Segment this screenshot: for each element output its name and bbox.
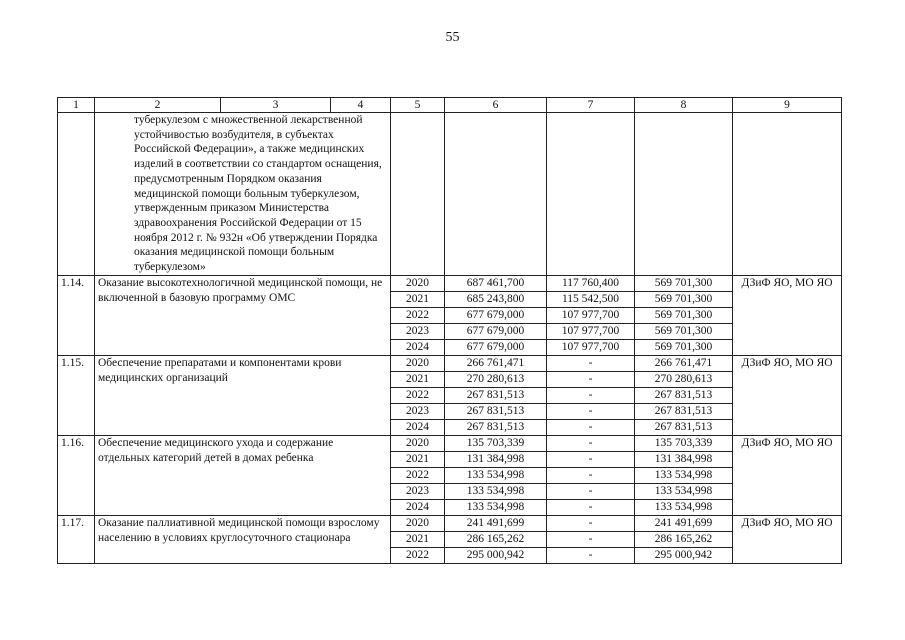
year-cell: 2020 [391,436,445,452]
federal-amount-cell: - [547,356,635,372]
year-cell: 2021 [391,452,445,468]
year-cell: 2024 [391,500,445,516]
total-amount-cell: 687 461,700 [445,276,547,292]
year-cell: 2023 [391,324,445,340]
federal-amount-cell: 115 542,500 [547,292,635,308]
table-row [58,356,842,372]
regional-amount-cell: 286 165,262 [635,532,733,548]
row-description: Оказание высокотехнологичной медицинской помощи, не включенной в базовую программу ОМС [95,276,391,356]
federal-amount-cell: 107 977,700 [547,324,635,340]
page-number: 55 [445,30,460,45]
total-amount-cell: 677 679,000 [445,308,547,324]
responsible-cell: ДЗиФ ЯО, МО ЯО [733,436,842,516]
federal-amount-cell: - [547,468,635,484]
row-description: Обеспечение препаратами и компонентами крови медицинских организаций [95,356,391,436]
responsible-cell: ДЗиФ ЯО, МО ЯО [733,516,842,564]
header-col-3: 3 [221,98,331,113]
table-row [58,276,842,292]
total-amount-cell: 270 280,613 [445,372,547,388]
federal-amount-cell: - [547,532,635,548]
header-col-8: 8 [635,98,733,113]
year-cell: 2022 [391,308,445,324]
federal-amount-cell: - [547,500,635,516]
header-col-9: 9 [733,98,842,113]
continuation-total-cell [445,113,547,276]
continuation-description: туберкулезом с множественной лекарственной устойчивостью возбудителя, в субъектах Российской Федерации», а также медицинских изделий в соответствии со стандартом оснащения, предусмотренным Порядком оказания медицинской помощи больным туберкулезом, утвержденным приказом Министерства здравоохранения Российской Федерации от 15 ноября 2012 г. № 932н «Об утверждении Порядка оказания медицинской помощи больным туберкулезом» [95,113,391,276]
continuation-num-cell [58,113,95,276]
continuation-row [58,113,842,276]
year-cell: 2023 [391,484,445,500]
regional-amount-cell: 569 701,300 [635,276,733,292]
regional-amount-cell: 267 831,513 [635,404,733,420]
year-cell: 2022 [391,548,445,564]
regional-amount-cell: 267 831,513 [635,388,733,404]
federal-amount-cell: - [547,404,635,420]
year-cell: 2024 [391,420,445,436]
regional-amount-cell: 295 000,942 [635,548,733,564]
total-amount-cell: 133 534,998 [445,468,547,484]
federal-amount-cell: - [547,484,635,500]
regional-amount-cell: 135 703,339 [635,436,733,452]
federal-amount-cell: - [547,388,635,404]
year-cell: 2021 [391,372,445,388]
continuation-federal-cell [547,113,635,276]
total-amount-cell: 266 761,471 [445,356,547,372]
federal-amount-cell: - [547,548,635,564]
regional-amount-cell: 270 280,613 [635,372,733,388]
year-cell: 2024 [391,340,445,356]
regional-amount-cell: 131 384,998 [635,452,733,468]
row-description: Оказание паллиативной медицинской помощи взрослому населению в условиях круглосуточного стационара [95,516,391,564]
total-amount-cell: 267 831,513 [445,388,547,404]
year-cell: 2020 [391,516,445,532]
total-amount-cell: 267 831,513 [445,404,547,420]
header-col-4: 4 [331,98,391,113]
header-col-2: 2 [95,98,221,113]
year-cell: 2022 [391,468,445,484]
federal-amount-cell: - [547,420,635,436]
total-amount-cell: 241 491,699 [445,516,547,532]
row-number: 1.17. [58,516,95,564]
total-amount-cell: 131 384,998 [445,452,547,468]
year-cell: 2022 [391,388,445,404]
federal-amount-cell: - [547,372,635,388]
year-cell: 2023 [391,404,445,420]
row-number: 1.14. [58,276,95,356]
continuation-year-cell [391,113,445,276]
regional-amount-cell: 569 701,300 [635,340,733,356]
total-amount-cell: 133 534,998 [445,500,547,516]
total-amount-cell: 267 831,513 [445,420,547,436]
row-number: 1.16. [58,436,95,516]
year-cell: 2021 [391,292,445,308]
regional-amount-cell: 133 534,998 [635,468,733,484]
regional-amount-cell: 267 831,513 [635,420,733,436]
year-cell: 2020 [391,356,445,372]
total-amount-cell: 135 703,339 [445,436,547,452]
federal-amount-cell: - [547,436,635,452]
table-row [58,436,842,452]
regional-amount-cell: 569 701,300 [635,308,733,324]
continuation-regional-cell [635,113,733,276]
header-col-5: 5 [391,98,445,113]
federal-amount-cell: - [547,516,635,532]
federal-amount-cell: 107 977,700 [547,308,635,324]
program-activities-table [57,97,842,564]
regional-amount-cell: 241 491,699 [635,516,733,532]
regional-amount-cell: 569 701,300 [635,324,733,340]
responsible-cell: ДЗиФ ЯО, МО ЯО [733,356,842,436]
responsible-cell: ДЗиФ ЯО, МО ЯО [733,276,842,356]
row-description: Обеспечение медицинского ухода и содержание отдельных категорий детей в домах ребенка [95,436,391,516]
total-amount-cell: 685 243,800 [445,292,547,308]
regional-amount-cell: 133 534,998 [635,500,733,516]
regional-amount-cell: 133 534,998 [635,484,733,500]
total-amount-cell: 295 000,942 [445,548,547,564]
federal-amount-cell: 107 977,700 [547,340,635,356]
year-cell: 2021 [391,532,445,548]
header-col-1: 1 [58,98,95,113]
total-amount-cell: 677 679,000 [445,324,547,340]
header-col-7: 7 [547,98,635,113]
regional-amount-cell: 569 701,300 [635,292,733,308]
total-amount-cell: 677 679,000 [445,340,547,356]
total-amount-cell: 133 534,998 [445,484,547,500]
table-header-row [58,98,842,113]
table-row [58,516,842,532]
regional-amount-cell: 266 761,471 [635,356,733,372]
continuation-responsible-cell [733,113,842,276]
federal-amount-cell: - [547,452,635,468]
header-col-6: 6 [445,98,547,113]
federal-amount-cell: 117 760,400 [547,276,635,292]
row-number: 1.15. [58,356,95,436]
total-amount-cell: 286 165,262 [445,532,547,548]
year-cell: 2020 [391,276,445,292]
